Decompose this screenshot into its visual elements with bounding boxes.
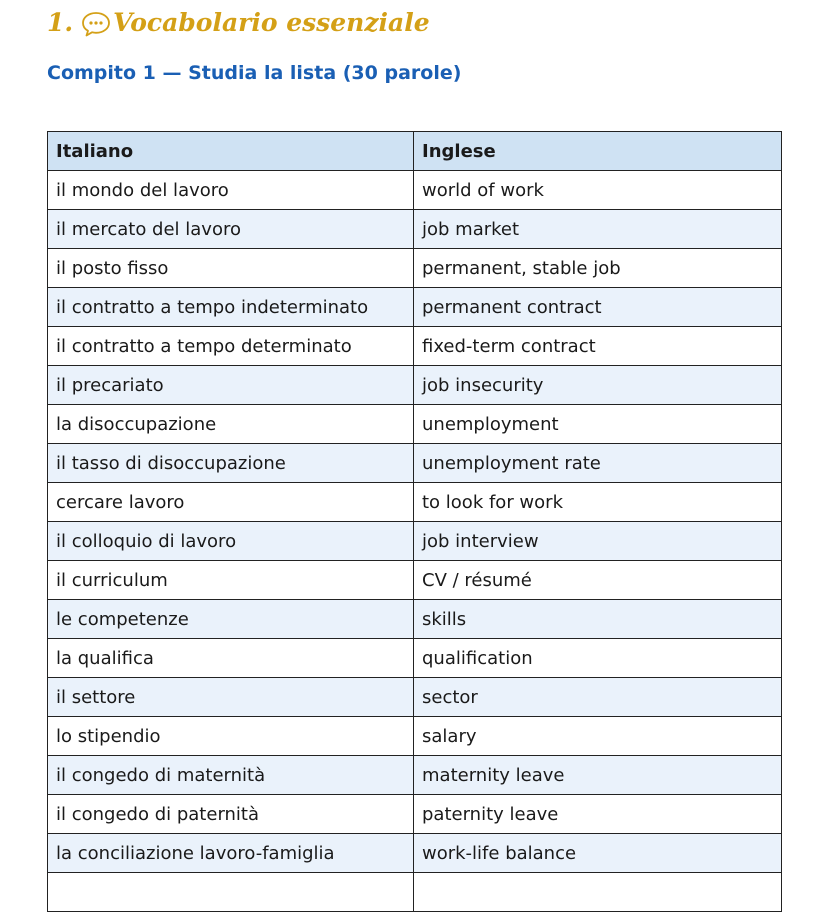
italian-term: lo stipendio	[48, 717, 414, 756]
table-row	[48, 366, 782, 405]
english-translation: job market	[414, 210, 782, 249]
english-translation: CV / résumé	[414, 561, 782, 600]
table-row	[48, 522, 782, 561]
english-translation: paternity leave	[414, 795, 782, 834]
italian-term: il mondo del lavoro	[48, 171, 414, 210]
italian-term: il congedo di paternità	[48, 795, 414, 834]
italian-term: il precariato	[48, 366, 414, 405]
table-row	[48, 444, 782, 483]
vocabulary-table-body	[48, 171, 782, 912]
italian-term: il curriculum	[48, 561, 414, 600]
italian-term: le competenze	[48, 600, 414, 639]
table-row	[48, 795, 782, 834]
table-row	[48, 210, 782, 249]
section-title	[47, 8, 430, 37]
italian-term: il posto fisso	[48, 249, 414, 288]
italian-term: il congedo di maternità	[48, 756, 414, 795]
italian-term: il contratto a tempo indeterminato	[48, 288, 414, 327]
english-translation: sector	[414, 678, 782, 717]
english-translation	[414, 873, 782, 912]
italian-term: il colloquio di lavoro	[48, 522, 414, 561]
italian-term	[48, 873, 414, 912]
vocabulary-table	[47, 131, 782, 912]
table-row	[48, 873, 782, 912]
english-translation: salary	[414, 717, 782, 756]
table-row	[48, 717, 782, 756]
table-row	[48, 171, 782, 210]
table-row	[48, 678, 782, 717]
english-translation: job insecurity	[414, 366, 782, 405]
english-translation: work-life balance	[414, 834, 782, 873]
table-row	[48, 405, 782, 444]
table-row	[48, 639, 782, 678]
table-row	[48, 249, 782, 288]
english-translation: fixed-term contract	[414, 327, 782, 366]
column-header-english: Inglese	[414, 132, 782, 171]
english-translation: qualification	[414, 639, 782, 678]
table-row	[48, 561, 782, 600]
english-translation: permanent, stable job	[414, 249, 782, 288]
english-translation: unemployment	[414, 405, 782, 444]
task-title: Compito 1 — Studia la lista (30 parole)	[47, 62, 462, 84]
italian-term: cercare lavoro	[48, 483, 414, 522]
table-row	[48, 756, 782, 795]
table-row	[48, 834, 782, 873]
italian-term: il settore	[48, 678, 414, 717]
table-row	[48, 327, 782, 366]
speech-bubble-icon	[81, 11, 111, 37]
section-title-text: Vocabolario essenziale	[113, 8, 430, 37]
table-row	[48, 600, 782, 639]
italian-term: la disoccupazione	[48, 405, 414, 444]
table-header-row	[48, 132, 782, 171]
column-header-italian: Italiano	[48, 132, 414, 171]
english-translation: skills	[414, 600, 782, 639]
table-row	[48, 288, 782, 327]
italian-term: il tasso di disoccupazione	[48, 444, 414, 483]
english-translation: job interview	[414, 522, 782, 561]
english-translation: permanent contract	[414, 288, 782, 327]
italian-term: il mercato del lavoro	[48, 210, 414, 249]
italian-term: la qualifica	[48, 639, 414, 678]
english-translation: to look for work	[414, 483, 782, 522]
section-number: 1.	[47, 8, 74, 37]
table-row	[48, 483, 782, 522]
italian-term: il contratto a tempo determinato	[48, 327, 414, 366]
english-translation: unemployment rate	[414, 444, 782, 483]
english-translation: world of work	[414, 171, 782, 210]
english-translation: maternity leave	[414, 756, 782, 795]
italian-term: la conciliazione lavoro-famiglia	[48, 834, 414, 873]
